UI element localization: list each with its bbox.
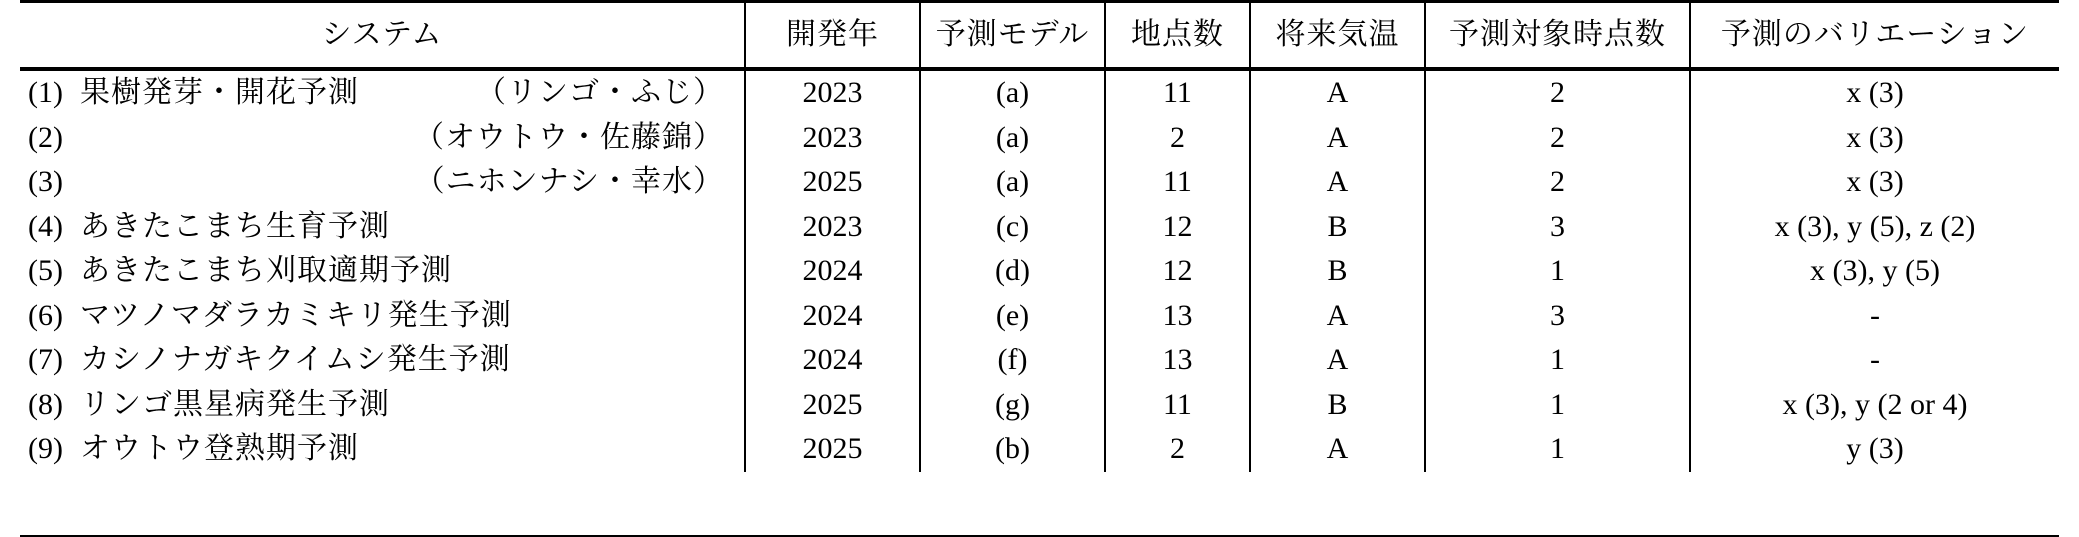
system-name: リンゴ黒星病発生予測 [80,387,390,421]
cell-temp: A [1250,116,1425,161]
cell-temp: A [1250,294,1425,339]
cell-times: 2 [1425,160,1690,205]
table-row [20,71,2059,116]
cell-points: 2 [1105,427,1250,472]
table-row [20,427,2059,472]
column-header-year: 開発年 [745,2,920,68]
cell-temp: A [1250,71,1425,116]
row-index: (8) [28,387,63,421]
cell-points: 11 [1105,160,1250,205]
row-index: (6) [28,298,63,332]
cell-times: 1 [1425,427,1690,472]
table-header [20,2,2059,68]
cell-system [20,383,745,428]
cell-points: 2 [1105,116,1250,161]
cell-model: (a) [920,71,1105,116]
system-variety: （リンゴ・ふじ） [476,76,724,109]
row-index: (5) [28,254,63,287]
cell-temp: A [1250,338,1425,383]
cell-year: 2024 [745,294,920,339]
table-row [20,294,2059,339]
cell-points: 13 [1105,294,1250,339]
cell-points: 13 [1105,338,1250,383]
system-name: あきたこまち刈取適期予測 [80,254,452,287]
table-row [20,116,2059,161]
cell-points: 12 [1105,249,1250,294]
cell-points: 11 [1105,71,1250,116]
cell-system [20,249,745,294]
row-index: (3) [28,165,63,198]
table-row [20,383,2059,428]
column-header-variants: 予測のバリエーション [1690,2,2059,68]
cell-system [20,294,745,339]
system-name: マツノマダラカミキリ発生予測 [80,298,512,332]
cell-year: 2023 [745,205,920,250]
row-index: (7) [28,343,63,376]
row-index: (4) [28,209,63,243]
cell-points: 12 [1105,205,1250,250]
row-index: (2) [28,120,63,154]
cell-variants: x (3) [1690,116,2059,161]
cell-model: (e) [920,294,1105,339]
system-variety: （オウトウ・佐藤錦） [414,120,724,154]
cell-year: 2023 [745,71,920,116]
cell-model: (c) [920,205,1105,250]
cell-variants: x (3) [1690,71,2059,116]
column-header-model: 予測モデル [920,2,1105,68]
cell-variants: x (3), y (2 or 4) [1690,383,2059,428]
cell-system [20,116,745,161]
cell-year: 2023 [745,116,920,161]
cell-times: 3 [1425,205,1690,250]
cell-temp: A [1250,160,1425,205]
cell-system [20,205,745,250]
cell-temp: B [1250,383,1425,428]
cell-times: 2 [1425,116,1690,161]
cell-variants: y (3) [1690,427,2059,472]
system-name: 果樹発芽・開花予測 [80,76,359,109]
column-header-times: 予測対象時点数 [1425,2,1690,68]
prediction-systems-table [20,0,2059,472]
column-header-points: 地点数 [1105,2,1250,68]
table-body [20,67,2059,472]
system-name: オウトウ登熟期予測 [80,432,359,465]
cell-variants: - [1690,338,2059,383]
table-row [20,160,2059,205]
cell-temp: A [1250,427,1425,472]
cell-model: (b) [920,427,1105,472]
cell-variants: x (3), y (5), z (2) [1690,205,2059,250]
cell-times: 1 [1425,338,1690,383]
table-row [20,205,2059,250]
cell-year: 2025 [745,383,920,428]
table-header-row [20,2,2059,68]
cell-points: 11 [1105,383,1250,428]
cell-system [20,338,745,383]
system-name: あきたこまち生育予測 [80,209,390,243]
column-header-temp: 将来気温 [1250,2,1425,68]
cell-model: (d) [920,249,1105,294]
cell-temp: B [1250,249,1425,294]
system-name: カシノナガキクイムシ発生予測 [80,343,511,376]
table-row [20,338,2059,383]
cell-model: (g) [920,383,1105,428]
cell-model: (f) [920,338,1105,383]
cell-times: 2 [1425,71,1690,116]
cell-system [20,427,745,472]
cell-model: (a) [920,116,1105,161]
cell-times: 1 [1425,249,1690,294]
cell-year: 2024 [745,249,920,294]
cell-model: (a) [920,160,1105,205]
cell-times: 3 [1425,294,1690,339]
system-variety: （ニホンナシ・幸水） [414,165,724,198]
cell-variants: x (3), y (5) [1690,249,2059,294]
cell-year: 2025 [745,427,920,472]
cell-system [20,71,745,116]
cell-times: 1 [1425,383,1690,428]
table-row [20,249,2059,294]
cell-temp: B [1250,205,1425,250]
column-header-system: システム [321,18,443,51]
cell-year: 2025 [745,160,920,205]
cell-year: 2024 [745,338,920,383]
cell-system [20,160,745,205]
cell-variants: x (3) [1690,160,2059,205]
cell-variants: - [1690,294,2059,339]
row-index: (1) [28,76,63,109]
row-index: (9) [28,432,63,465]
